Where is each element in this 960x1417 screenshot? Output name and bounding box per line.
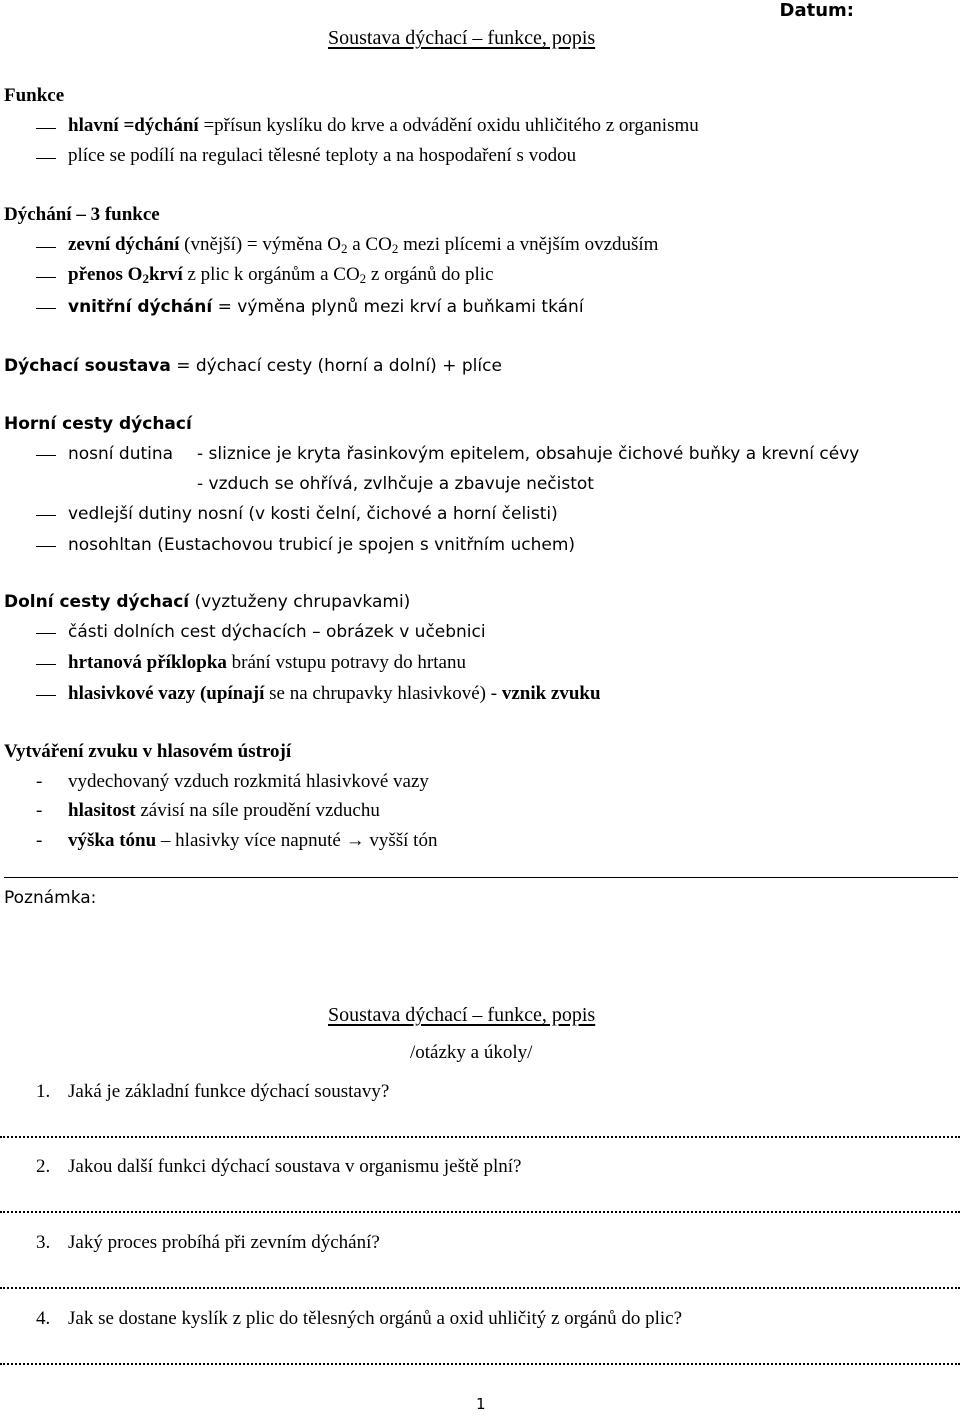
dolni-item-vocal-cords: hlasivkové vazy (upínají se na chrupavky hlasivkové) - vznik zvuku <box>68 683 601 704</box>
section-heading-horni: Horní cesty dýchací <box>4 414 192 434</box>
dash-bullet <box>36 277 56 278</box>
answer-line[interactable] <box>0 1363 960 1365</box>
hyphen-bullet: - <box>36 830 43 851</box>
nosni-desc-1: - sliznice je kryta řasinkovým epitelem, obsahuje čichové buňky a krevní cévy <box>197 444 860 464</box>
section-heading-dychani: Dýchání – 3 funkce <box>4 204 160 225</box>
dychani-item-internal: vnitřní dýchání = výměna plynů mezi krví a buňkami tkání <box>68 297 584 317</box>
divider-line <box>4 877 958 878</box>
question-text: Jaká je základní funkce dýchací soustavy? <box>68 1081 390 1102</box>
nosni-label: nosní dutina <box>68 444 174 464</box>
questions-subtitle: /otázky a úkoly/ <box>410 1042 533 1063</box>
question-number: 2. <box>36 1156 51 1177</box>
question-text: Jaký proces probíhá při zevním dýchání? <box>68 1232 380 1253</box>
dash-bullet <box>36 515 56 516</box>
hyphen-bullet: - <box>36 771 43 792</box>
answer-line[interactable] <box>0 1136 960 1138</box>
answer-line[interactable] <box>0 1211 960 1213</box>
dash-bullet <box>36 247 56 248</box>
dash-bullet <box>36 455 56 456</box>
page-number: 1 <box>476 1395 486 1413</box>
poznamka-label: Poznámka: <box>4 888 97 908</box>
zvuk-item-vibration: vydechovaný vzduch rozkmitá hlasivkové vazy <box>68 771 429 792</box>
dash-bullet <box>36 158 56 159</box>
zvuk-item-pitch: výška tónu – hlasivky více napnuté → vyšší tón <box>68 830 438 851</box>
funkce-item-regulation: plíce se podílí na regulaci tělesné teploty a na hospodaření s vodou <box>68 145 577 166</box>
nosni-desc-2: - vzduch se ohřívá, zvlhčuje a zbavuje nečistot <box>197 474 594 494</box>
dash-bullet <box>36 633 56 634</box>
page-title: Soustava dýchací – funkce, popis <box>328 27 596 49</box>
horni-item-nasopharynx: nosohltan (Eustachovou trubicí je spojen s vnitřním uchem) <box>68 535 576 555</box>
dolni-item-parts: části dolních cest dýchacích – obrázek v učebnici <box>68 622 486 642</box>
question-number: 3. <box>36 1232 51 1253</box>
dash-bullet <box>36 546 56 547</box>
answer-line[interactable] <box>0 1287 960 1289</box>
dash-bullet <box>36 128 56 129</box>
question-text: Jakou další funkci dýchací soustava v organismu ještě plní? <box>68 1156 522 1177</box>
dash-bullet <box>36 308 56 309</box>
dash-bullet <box>36 664 56 665</box>
question-number: 1. <box>36 1081 51 1102</box>
hyphen-bullet: - <box>36 800 43 821</box>
section-heading-dolni: Dolní cesty dýchací (vyztuženy chrupavkami) <box>4 592 411 612</box>
date-label: Datum: <box>779 0 854 21</box>
horni-item-sinuses: vedlejší dutiny nosní (v kosti čelní, čichové a horní čelisti) <box>68 504 558 524</box>
soustava-definition: Dýchací soustava = dýchací cesty (horní a dolní) + plíce <box>4 356 502 376</box>
question-number: 4. <box>36 1308 51 1329</box>
questions-title: Soustava dýchací – funkce, popis <box>328 1004 596 1026</box>
section-heading-zvuk: Vytváření zvuku v hlasovém ústrojí <box>4 741 292 762</box>
question-text: Jak se dostane kyslík z plic do tělesných orgánů a oxid uhličitý z orgánů do plic? <box>68 1308 683 1329</box>
funkce-item-main: hlavní =dýchání =přísun kyslíku do krve a odvádění oxidu uhličitého z organismu <box>68 115 699 136</box>
section-heading-funkce: Funkce <box>4 85 65 106</box>
zvuk-item-loudness: hlasitost závisí na síle proudění vzduchu <box>68 800 380 821</box>
dychani-item-transport: přenos $O_2krví$ z plic k orgánům a $CO_2$ z orgánů do plic <box>68 264 494 286</box>
dolni-item-epiglottis: hrtanová příklopka brání vstupu potravy do hrtanu <box>68 652 466 673</box>
dychani-item-external: zevní dýchání (vnější) = výměna $O_2$ a $CO_2$ mezi plícemi a vnějším ovzduším <box>68 234 659 256</box>
dash-bullet <box>36 695 56 696</box>
